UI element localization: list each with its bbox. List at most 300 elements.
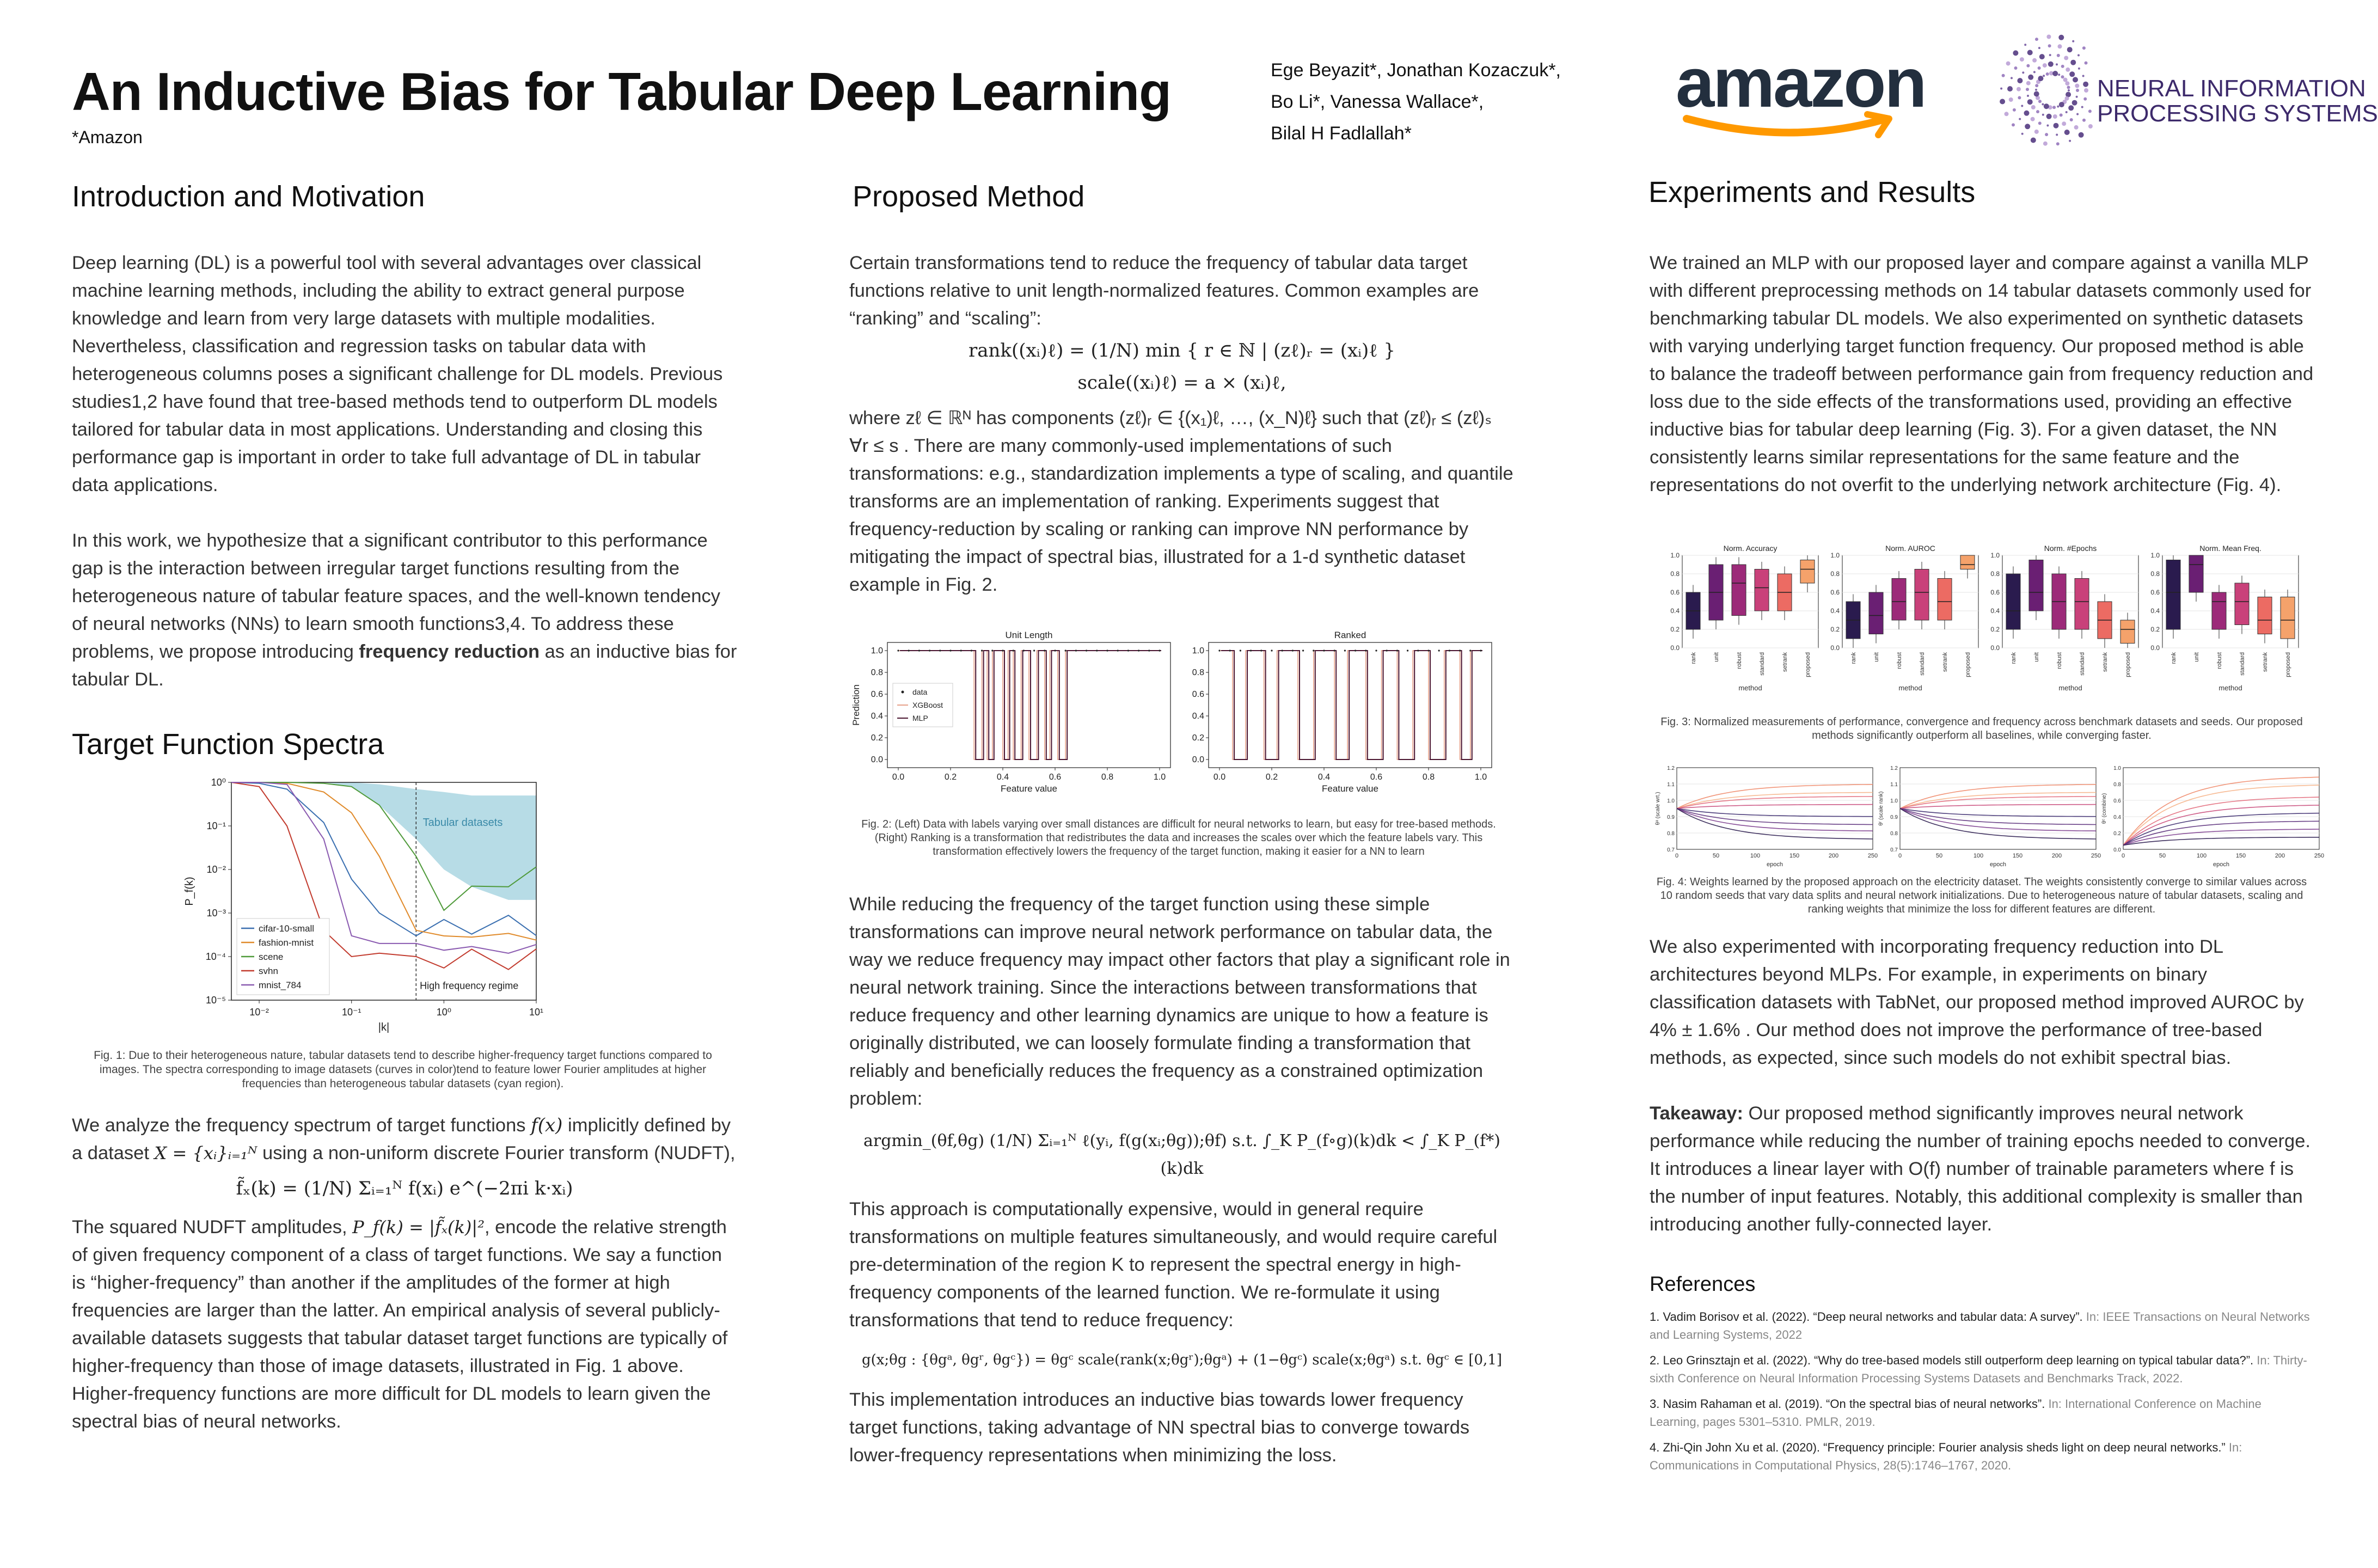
- box: [1915, 569, 1929, 621]
- y-tick-label: 1.1: [1890, 782, 1898, 788]
- logo-dot: [2070, 60, 2076, 65]
- amazon-wordmark: amazon: [1676, 44, 1926, 122]
- spectra-section: [72, 1112, 737, 1436]
- logo-dot: [2085, 62, 2088, 65]
- logo-dot: [2064, 56, 2068, 60]
- data-point: [1240, 650, 1241, 651]
- annotation-high-freq: High frequency regime: [420, 980, 519, 991]
- data-point: [1033, 650, 1035, 651]
- y-tick-label: 0.8: [1192, 668, 1204, 677]
- logo-dot: [2054, 123, 2059, 128]
- y-tick-label: 0.2: [1830, 626, 1840, 633]
- data-point: [1323, 650, 1325, 651]
- data-point: [1127, 650, 1129, 651]
- equation-transform: g(x;θg : {θgᵃ, θgʳ, θgᶜ}) = θgᶜ scale(rank(x;θgʳ);θgᵃ) + (1−θgᶜ) scale(x;θgᵃ) s.t. θgᶜ ∈ [0,1]: [861, 1352, 1503, 1368]
- data-point: [1480, 650, 1481, 651]
- y-tick-label: 0.8: [2150, 570, 2160, 578]
- y-tick-label: 0.4: [1990, 607, 2000, 615]
- logo-dot: [2044, 103, 2049, 109]
- reference-item: 4. Zhi-Qin John Xu et al. (2020). “Frequency principle: Fourier analysis sheds light on deep neural networks.” In: Communications in Computational Physics, 28(5):1746–1767, 2020.: [1650, 1441, 2242, 1472]
- category-label: robust: [1736, 652, 1743, 669]
- x-tick-label: 0.0: [892, 773, 905, 782]
- x-tick-label: 1.0: [1474, 773, 1487, 782]
- data-point: [1096, 650, 1098, 651]
- x-axis-label: epoch: [2213, 861, 2229, 868]
- data-point: [1449, 650, 1450, 651]
- legend-label: svhn: [259, 966, 278, 976]
- x-tick-label: 100: [2196, 853, 2207, 859]
- y-tick-label: 0.6: [2113, 798, 2121, 804]
- panel-title: Norm. AUROC: [1885, 544, 1935, 553]
- logo-dot: [2042, 114, 2044, 116]
- box: [1732, 565, 1746, 616]
- x-axis-label: method: [1738, 684, 1762, 692]
- logo-dot: [2026, 88, 2029, 91]
- x-tick-label: 0.0: [1213, 773, 1226, 782]
- category-label: unit: [1713, 652, 1720, 662]
- logo-dot: [2043, 63, 2047, 68]
- logo-dot: [2024, 44, 2026, 46]
- spectra-paragraph-1: We analyze the frequency spectrum of target functions f(x) implicitly defined by a dataset X = {xᵢ}ᵢ₌₁ᴺ using a non-uniform discrete Fourier transform (NUDFT),: [72, 1114, 736, 1163]
- data-point: [1013, 650, 1014, 651]
- y-tick-label: 0.6: [1990, 589, 2000, 596]
- data-point: [1302, 650, 1304, 651]
- y-tick-label: 0.6: [1830, 589, 1840, 596]
- x-tick-label: 0.4: [996, 773, 1009, 782]
- logo-dot: [2005, 112, 2009, 116]
- y-tick-label: 0.8: [1890, 831, 1898, 837]
- logo-dot: [2058, 74, 2060, 76]
- logo-dot: [2056, 134, 2058, 136]
- legend-label: XGBoost: [912, 701, 943, 709]
- logo-dot: [2014, 66, 2018, 70]
- data-point: [1117, 650, 1119, 651]
- logo-dot: [2048, 62, 2054, 67]
- neurips-wordmark: NEURAL INFORMATION PROCESSING SYSTEMS: [2097, 75, 2378, 127]
- x-axis-label: method: [2218, 684, 2242, 692]
- x-tick-label: 10⁻²: [249, 1007, 269, 1018]
- legend-swatch: [902, 691, 904, 694]
- logo-dot: [2027, 50, 2033, 56]
- category-label: rank: [2171, 652, 2177, 664]
- logo-dot: [2049, 54, 2051, 56]
- logo-dot: [2072, 100, 2077, 106]
- tabular-region: [231, 782, 536, 900]
- equation-scale: scale((xᵢ)ℓ) = a × (xᵢ)ℓ,: [1077, 372, 1286, 394]
- reference-item: 1. Vadim Borisov et al. (2022). “Deep neural networks and tabular data: A survey”. In: IEEE Transactions on Neural Networks and Learning Systems, 2022: [1650, 1310, 2310, 1342]
- category-label: rank: [1850, 652, 1857, 664]
- logo-dot: [2058, 44, 2062, 48]
- logo-dot: [2059, 102, 2064, 107]
- data-point: [1106, 650, 1108, 651]
- category-label: unit: [2193, 652, 2200, 662]
- box: [1892, 579, 1906, 621]
- category-label: proposed: [2285, 652, 2291, 677]
- logo-dot: [2079, 132, 2084, 138]
- x-tick-label: 0.6: [1049, 773, 1062, 782]
- y-tick-label: 0.4: [1670, 607, 1680, 615]
- logo-dot: [2020, 57, 2024, 62]
- box: [2166, 560, 2180, 630]
- logo-dot: [2042, 103, 2044, 106]
- y-tick-label: 1.0: [1667, 798, 1675, 804]
- x-tick-label: 250: [1867, 853, 1878, 859]
- data-point: [1407, 650, 1408, 651]
- logo-dot: [2022, 71, 2024, 74]
- logo-dot: [2035, 84, 2038, 87]
- logo-dot: [2002, 74, 2005, 77]
- author-list: [1271, 54, 1561, 149]
- y-tick-label: 10⁻⁴: [205, 951, 226, 962]
- poster-title: An Inductive Bias for Tabular Deep Learning: [72, 62, 1171, 121]
- affiliation: *Amazon: [72, 127, 143, 147]
- y-tick-label: 10⁻¹: [206, 820, 226, 831]
- y-axis-label: θᶜ (combine): [2101, 793, 2107, 824]
- category-label: rank: [1690, 652, 1697, 664]
- method-paragraph-2: where zℓ ∈ ℝᴺ has components (zℓ)ᵣ ∈ {(x₁)ℓ, …, (x_N)ℓ} such that (zℓ)ᵣ ≤ (zℓ)ₛ ∀r ≤ s . There are many commonly-used implementations of such transformations: e.g., standardization implements a type of scaling, and quantile transforms are an implementation of ranking. Experiments suggest that frequency-reduction by scaling or ranking can improve NN performance by mitigating the impact of spectral bias, illustrated for a 1-d synthetic dataset example in Fig. 2.: [849, 408, 1513, 595]
- data-point: [1218, 650, 1220, 651]
- logo-dot: [2076, 96, 2078, 98]
- logo-dot: [2026, 64, 2030, 68]
- y-tick-label: 1.2: [1667, 765, 1675, 771]
- amazon-logo: [1676, 44, 1926, 140]
- y-tick-label: 0.8: [1670, 570, 1680, 578]
- x-axis-label: method: [1898, 684, 1922, 692]
- x-tick-label: 0: [1898, 853, 1902, 859]
- y-tick-label: 1.0: [2150, 552, 2160, 559]
- logo-dot: [2073, 77, 2078, 82]
- intro-heading: Introduction and Motivation: [72, 180, 425, 213]
- method-section-b: [849, 891, 1515, 1469]
- references-list: [1650, 1308, 2311, 1482]
- intro-section: [72, 249, 737, 721]
- y-tick-label: 0.0: [1192, 755, 1204, 764]
- y-tick-label: 0.2: [1990, 626, 2000, 633]
- y-tick-label: 0.6: [1670, 589, 1680, 596]
- logo-dot: [2046, 125, 2049, 127]
- authors-line: Bilal H Fadlallah*: [1271, 123, 1412, 144]
- logo-dot: [2078, 68, 2080, 70]
- x-tick-label: 100: [1750, 853, 1761, 859]
- references-heading: References: [1650, 1273, 1756, 1296]
- data-point: [991, 650, 993, 651]
- x-axis-label: method: [2058, 684, 2082, 692]
- plot-frame: [1842, 555, 1978, 648]
- data-point: [1334, 650, 1335, 651]
- category-label: setrank: [2262, 652, 2269, 672]
- fig4-weights-chart: [1650, 762, 2325, 868]
- data-point: [1344, 650, 1346, 651]
- category-label: setrank: [1942, 652, 1948, 672]
- equation-optimization: argmin_(θf,θg) (1/N) Σᵢ₌₁ᴺ ℓ(yᵢ, f(g(xᵢ;θg));θf) s.t. ∫_K P_(f∘g)(k)dk < ∫_K P_(f*)(k)dk: [863, 1131, 1500, 1178]
- logo-dot: [2076, 113, 2079, 115]
- takeaway-label: Takeaway:: [1650, 1103, 1743, 1124]
- data-point: [1229, 650, 1231, 651]
- x-tick-label: 10⁰: [436, 1007, 451, 1018]
- data-point: [1355, 650, 1356, 651]
- spectra-heading: Target Function Spectra: [72, 728, 384, 761]
- logo-dot: [2043, 75, 2045, 77]
- amazon-smile-icon: [1676, 112, 1910, 139]
- x-tick-label: 0.2: [944, 773, 957, 782]
- logo-dot: [2019, 118, 2021, 120]
- y-tick-label: 0.8: [1990, 570, 2000, 578]
- panel-title: Norm. Mean Freq.: [2199, 544, 2261, 553]
- logo-dot: [2045, 133, 2048, 136]
- experiments-paragraph-2: We also experimented with incorporating frequency reduction into DL architectures beyond MLPs. For example, in experiments on binary classification datasets with TabNet, our proposed method improved AUROC by 4% ± 1.6% . Our method does not improve the performance of tree-based methods, as expected, since such models do not exhibit spectral bias.: [1650, 936, 2304, 1068]
- box: [1869, 592, 1883, 634]
- plot-frame: [2162, 555, 2299, 648]
- logo-dot: [2031, 105, 2036, 109]
- data-point: [1159, 650, 1160, 651]
- x-tick-label: 10⁻¹: [341, 1007, 361, 1018]
- category-label: unit: [2033, 652, 2040, 662]
- logo-dot: [2057, 54, 2060, 57]
- category-label: proposed: [1805, 652, 1811, 677]
- panel-title: Norm. Accuracy: [1723, 544, 1778, 553]
- data-point: [1417, 650, 1419, 651]
- logo-dot: [2083, 82, 2088, 87]
- logo-dot: [2077, 54, 2080, 57]
- logo-dot: [2069, 71, 2075, 77]
- logo-dot: [2043, 142, 2048, 146]
- box: [1755, 569, 1769, 611]
- plot-frame: [1677, 768, 1873, 849]
- data-point: [971, 650, 972, 651]
- x-tick-label: 0.6: [1370, 773, 1383, 782]
- y-tick-label: 0.7: [1890, 847, 1898, 853]
- y-tick-label: 10⁻⁵: [206, 995, 226, 1006]
- method-section-a: [849, 249, 1515, 599]
- category-label: robust: [2056, 652, 2063, 669]
- data-point: [1250, 650, 1252, 651]
- x-tick-label: 0.4: [1317, 773, 1331, 782]
- y-tick-label: 1.0: [1192, 646, 1204, 656]
- logo-dot: [2074, 125, 2079, 130]
- logo-dot: [2046, 35, 2051, 39]
- logo-dot: [2066, 68, 2070, 72]
- logo-dot: [2067, 86, 2070, 89]
- logo-dot: [2061, 75, 2064, 78]
- x-tick-label: 0.8: [1422, 773, 1435, 782]
- y-tick-label: 0.8: [1830, 570, 1840, 578]
- logo-dot: [2035, 38, 2038, 41]
- logo-dot: [2082, 46, 2086, 50]
- legend-label: fashion-mnist: [259, 938, 314, 948]
- box: [1960, 555, 1975, 569]
- logo-dot: [2052, 71, 2058, 76]
- y-tick-label: 10⁰: [211, 777, 226, 788]
- x-tick-label: 200: [2051, 853, 2062, 859]
- y-tick-label: 0.0: [1990, 644, 2000, 652]
- logo-dot: [2027, 99, 2033, 105]
- fig1-spectra-chart: [180, 776, 550, 1037]
- category-label: standard: [2079, 652, 2086, 676]
- plot-frame: [1682, 555, 1818, 648]
- y-tick-label: 1.2: [1890, 765, 1898, 771]
- category-label: proposed: [2125, 652, 2131, 677]
- data-point: [1271, 650, 1272, 651]
- logo-dot: [2057, 106, 2059, 108]
- data-point: [1427, 650, 1429, 651]
- y-tick-label: 0.4: [871, 712, 883, 721]
- category-label: setrank: [1782, 652, 1788, 672]
- authors-line: Ege Beyazit*, Jonathan Kozaczuk*,: [1271, 60, 1561, 81]
- logo-dot: [2018, 96, 2021, 100]
- takeaway-paragraph: Takeaway: Our proposed method significantly improves neural network performance while reducing the number of training epochs needed to converge. It introduces a linear layer with O(f) number of trainable parameters where f is the number of input features. Notably, this additional complexity is smaller than introducing another fully-connected layer.: [1650, 1103, 2311, 1235]
- neurips-logo: [2003, 30, 2378, 150]
- x-tick-label: 50: [1712, 853, 1720, 859]
- logo-dot: [2031, 138, 2036, 143]
- box: [1938, 579, 1952, 621]
- category-label: robust: [2216, 652, 2223, 669]
- data-point: [960, 650, 962, 651]
- logo-dot: [2038, 66, 2041, 70]
- x-axis-label: epoch: [1767, 861, 1783, 868]
- legend-label: scene: [259, 952, 284, 962]
- plot-frame: [1209, 642, 1492, 768]
- x-axis-label: Feature value: [1322, 783, 1378, 794]
- logo-dot: [2070, 118, 2073, 121]
- fig3-caption: Fig. 3: Normalized measurements of performance, convergence and frequency across benchmark datasets and seeds. Our proposed methods significantly outperform all baselines, while converging faster.: [1660, 716, 2303, 742]
- category-label: standard: [1759, 652, 1766, 676]
- box: [2006, 574, 2020, 629]
- logo-dot: [2038, 47, 2040, 49]
- x-tick-label: 250: [2091, 853, 2101, 859]
- x-axis-label: Feature value: [1001, 783, 1057, 794]
- x-tick-label: 100: [1973, 853, 1984, 859]
- y-tick-label: 0.2: [2150, 626, 2160, 633]
- data-point: [1002, 650, 1003, 651]
- x-tick-label: 50: [1935, 853, 1943, 859]
- annotation-tabular: Tabular datasets: [422, 817, 503, 829]
- y-tick-label: 0.2: [871, 733, 883, 743]
- data-point: [1375, 650, 1377, 651]
- logo-dot: [2034, 91, 2039, 97]
- logo-dot: [2000, 99, 2005, 105]
- legend-label: data: [912, 688, 928, 696]
- logo-dot: [2082, 75, 2085, 77]
- y-tick-label: 0.0: [2113, 847, 2121, 853]
- x-tick-label: 200: [1828, 853, 1839, 859]
- logo-dot: [2006, 62, 2011, 66]
- experiments-heading: Experiments and Results: [1648, 176, 1976, 209]
- data-point: [1459, 650, 1461, 651]
- x-tick-label: 10¹: [529, 1007, 544, 1018]
- x-tick-label: 150: [1789, 853, 1800, 859]
- logo-dot: [2025, 124, 2030, 129]
- data-point: [1260, 650, 1262, 651]
- logo-dot: [2076, 89, 2079, 92]
- y-tick-label: 0.4: [2150, 607, 2160, 615]
- logo-dot: [2056, 142, 2060, 145]
- logo-dot: [2046, 114, 2052, 119]
- logo-dot: [2024, 111, 2030, 116]
- logo-dot: [2007, 86, 2013, 91]
- category-label: setrank: [2102, 652, 2109, 672]
- legend-label: MLP: [912, 714, 928, 722]
- logo-dot: [2009, 97, 2013, 102]
- logo-dot: [2062, 121, 2066, 126]
- data-point: [1044, 650, 1045, 651]
- data-point: [939, 650, 941, 651]
- logo-dot: [2081, 106, 2083, 108]
- y-tick-label: 0.4: [1192, 712, 1204, 721]
- y-tick-label: 0.0: [1830, 644, 1840, 652]
- data-point: [897, 650, 899, 651]
- logo-dot: [2026, 81, 2031, 85]
- neurips-dots-icon: [2003, 30, 2096, 150]
- logo-dot: [2011, 77, 2013, 79]
- logo-dot: [2084, 88, 2088, 93]
- logo-dot: [2013, 50, 2018, 56]
- data-point: [1086, 650, 1087, 651]
- logo-dot: [2068, 89, 2070, 91]
- intro-paragraph-2: In this work, we hypothesize that a significant contributor to this performance gap is the interaction between irregular target functions resulting from the heterogeneous nature of tabular feature spaces, and the well-known tendency of neural networks (NNs) to learn smooth functions3,4. To address these problems, we propose introducing frequency reduction as an inductive bias for tabular DL.: [72, 530, 737, 690]
- plot-frame: [1900, 768, 2096, 849]
- logo-dot: [2082, 119, 2086, 122]
- logo-dot: [2056, 63, 2058, 65]
- data-point: [1469, 650, 1471, 651]
- logo-dot: [2000, 88, 2002, 90]
- logo-dot: [2046, 72, 2049, 76]
- intro-paragraph-1: Deep learning (DL) is a powerful tool with several advantages over classical machine learning methods, including the ability to extract general purpose knowledge and learn from very large datasets with multiple modalities. Nevertheless, classification and regression tasks on tabular data with heterogeneous columns poses a significant challenge for DL models. Previous studies1,2 have found that tree-based methods tend to outperform DL models tailored for tabular data in most applications. Understanding and closing this performance gap is important in order to take full advantage of DL in tabular data applications.: [72, 253, 723, 495]
- logo-dot: [2017, 87, 2021, 91]
- equation-rank: rank((xᵢ)ℓ) = (1/N) min { r ∈ ℕ | (zℓ)ᵣ = (xᵢ)ℓ }: [968, 340, 1395, 362]
- panel-title: Norm. #Epochs: [2044, 544, 2097, 553]
- data-point: [1138, 650, 1139, 651]
- x-tick-label: 0.2: [1265, 773, 1278, 782]
- fig2-caption: Fig. 2: (Left) Data with labels varying over small distances are difficult for neural networks to learn, but easy for tree-based methods. (Right) Ranking is a transformation that redistributes the data and increases the scales over which the feature labels vary. This transformation effectively lowers the frequency of the target function, making it easier for a NN to learn: [861, 818, 1496, 857]
- logo-dot: [2072, 40, 2074, 42]
- y-tick-label: 1.0: [2113, 765, 2121, 771]
- logo-dot: [2075, 84, 2079, 88]
- logo-dot: [2027, 95, 2029, 97]
- box: [2235, 583, 2249, 625]
- logo-dot: [2034, 130, 2039, 134]
- data-point: [1065, 650, 1067, 651]
- logo-dot: [2038, 121, 2042, 125]
- logo-dot: [2088, 124, 2093, 128]
- method-paragraph-5: This implementation introduces an inductive bias towards lower frequency target functions, taking advantage of NN spectral bias to converge towards lower-frequency representations when minimizing the loss.: [849, 1389, 1470, 1466]
- y-tick-label: 10⁻²: [206, 864, 226, 875]
- category-label: robust: [1896, 652, 1903, 669]
- logo-dot: [2031, 117, 2035, 121]
- x-tick-label: 0.8: [1101, 773, 1114, 782]
- logo-dot: [2039, 54, 2045, 59]
- logo-dot: [2060, 113, 2063, 117]
- x-tick-label: 0: [1675, 853, 1679, 859]
- box: [2029, 560, 2043, 611]
- y-tick-label: 0.0: [2150, 644, 2160, 652]
- y-tick-label: 0.0: [871, 755, 883, 764]
- data-point: [908, 650, 910, 651]
- y-tick-label: 0.6: [1192, 690, 1204, 699]
- experiments-paragraph-1: We trained an MLP with our proposed layer and compare against a vanilla MLP with different preprocessing methods on 14 tabular datasets commonly used for benchmarking tabular DL models. We also experimented on synthetic datasets with varying underlying target function frequency. Our proposed method is able to balance the tradeoff between performance gain from frequency reduction and loss due to the side effects of the transformations used, providing an effective inductive bias for tabular deep learning (Fig. 3). For a given dataset, the NN consistently learns similar representations for the same feature and the representations do not overfit to the underlying network architecture (Fig. 4).: [1650, 253, 2314, 495]
- x-tick-label: 200: [2275, 853, 2285, 859]
- logo-dot: [2035, 89, 2037, 91]
- y-tick-label: 1.0: [1670, 552, 1680, 559]
- y-axis-label: Prediction: [851, 684, 861, 726]
- logo-dot: [2038, 76, 2043, 81]
- y-tick-label: 0.6: [871, 690, 883, 699]
- data-point: [929, 650, 930, 651]
- y-tick-label: 1.0: [871, 646, 883, 656]
- fig4-caption: Fig. 4: Weights learned by the proposed approach on the electricity dataset. The weights consistently converge to similar values across 10 random seeds that vary data splits and neural network initializations. Due to heterogeneous nature of tabular datasets, scaling and ranking weights that minimize the loss for different features are different.: [1656, 876, 2307, 915]
- logo-dot: [2036, 110, 2039, 113]
- logo-dot: [2052, 106, 2056, 109]
- y-tick-label: 0.2: [2113, 831, 2121, 837]
